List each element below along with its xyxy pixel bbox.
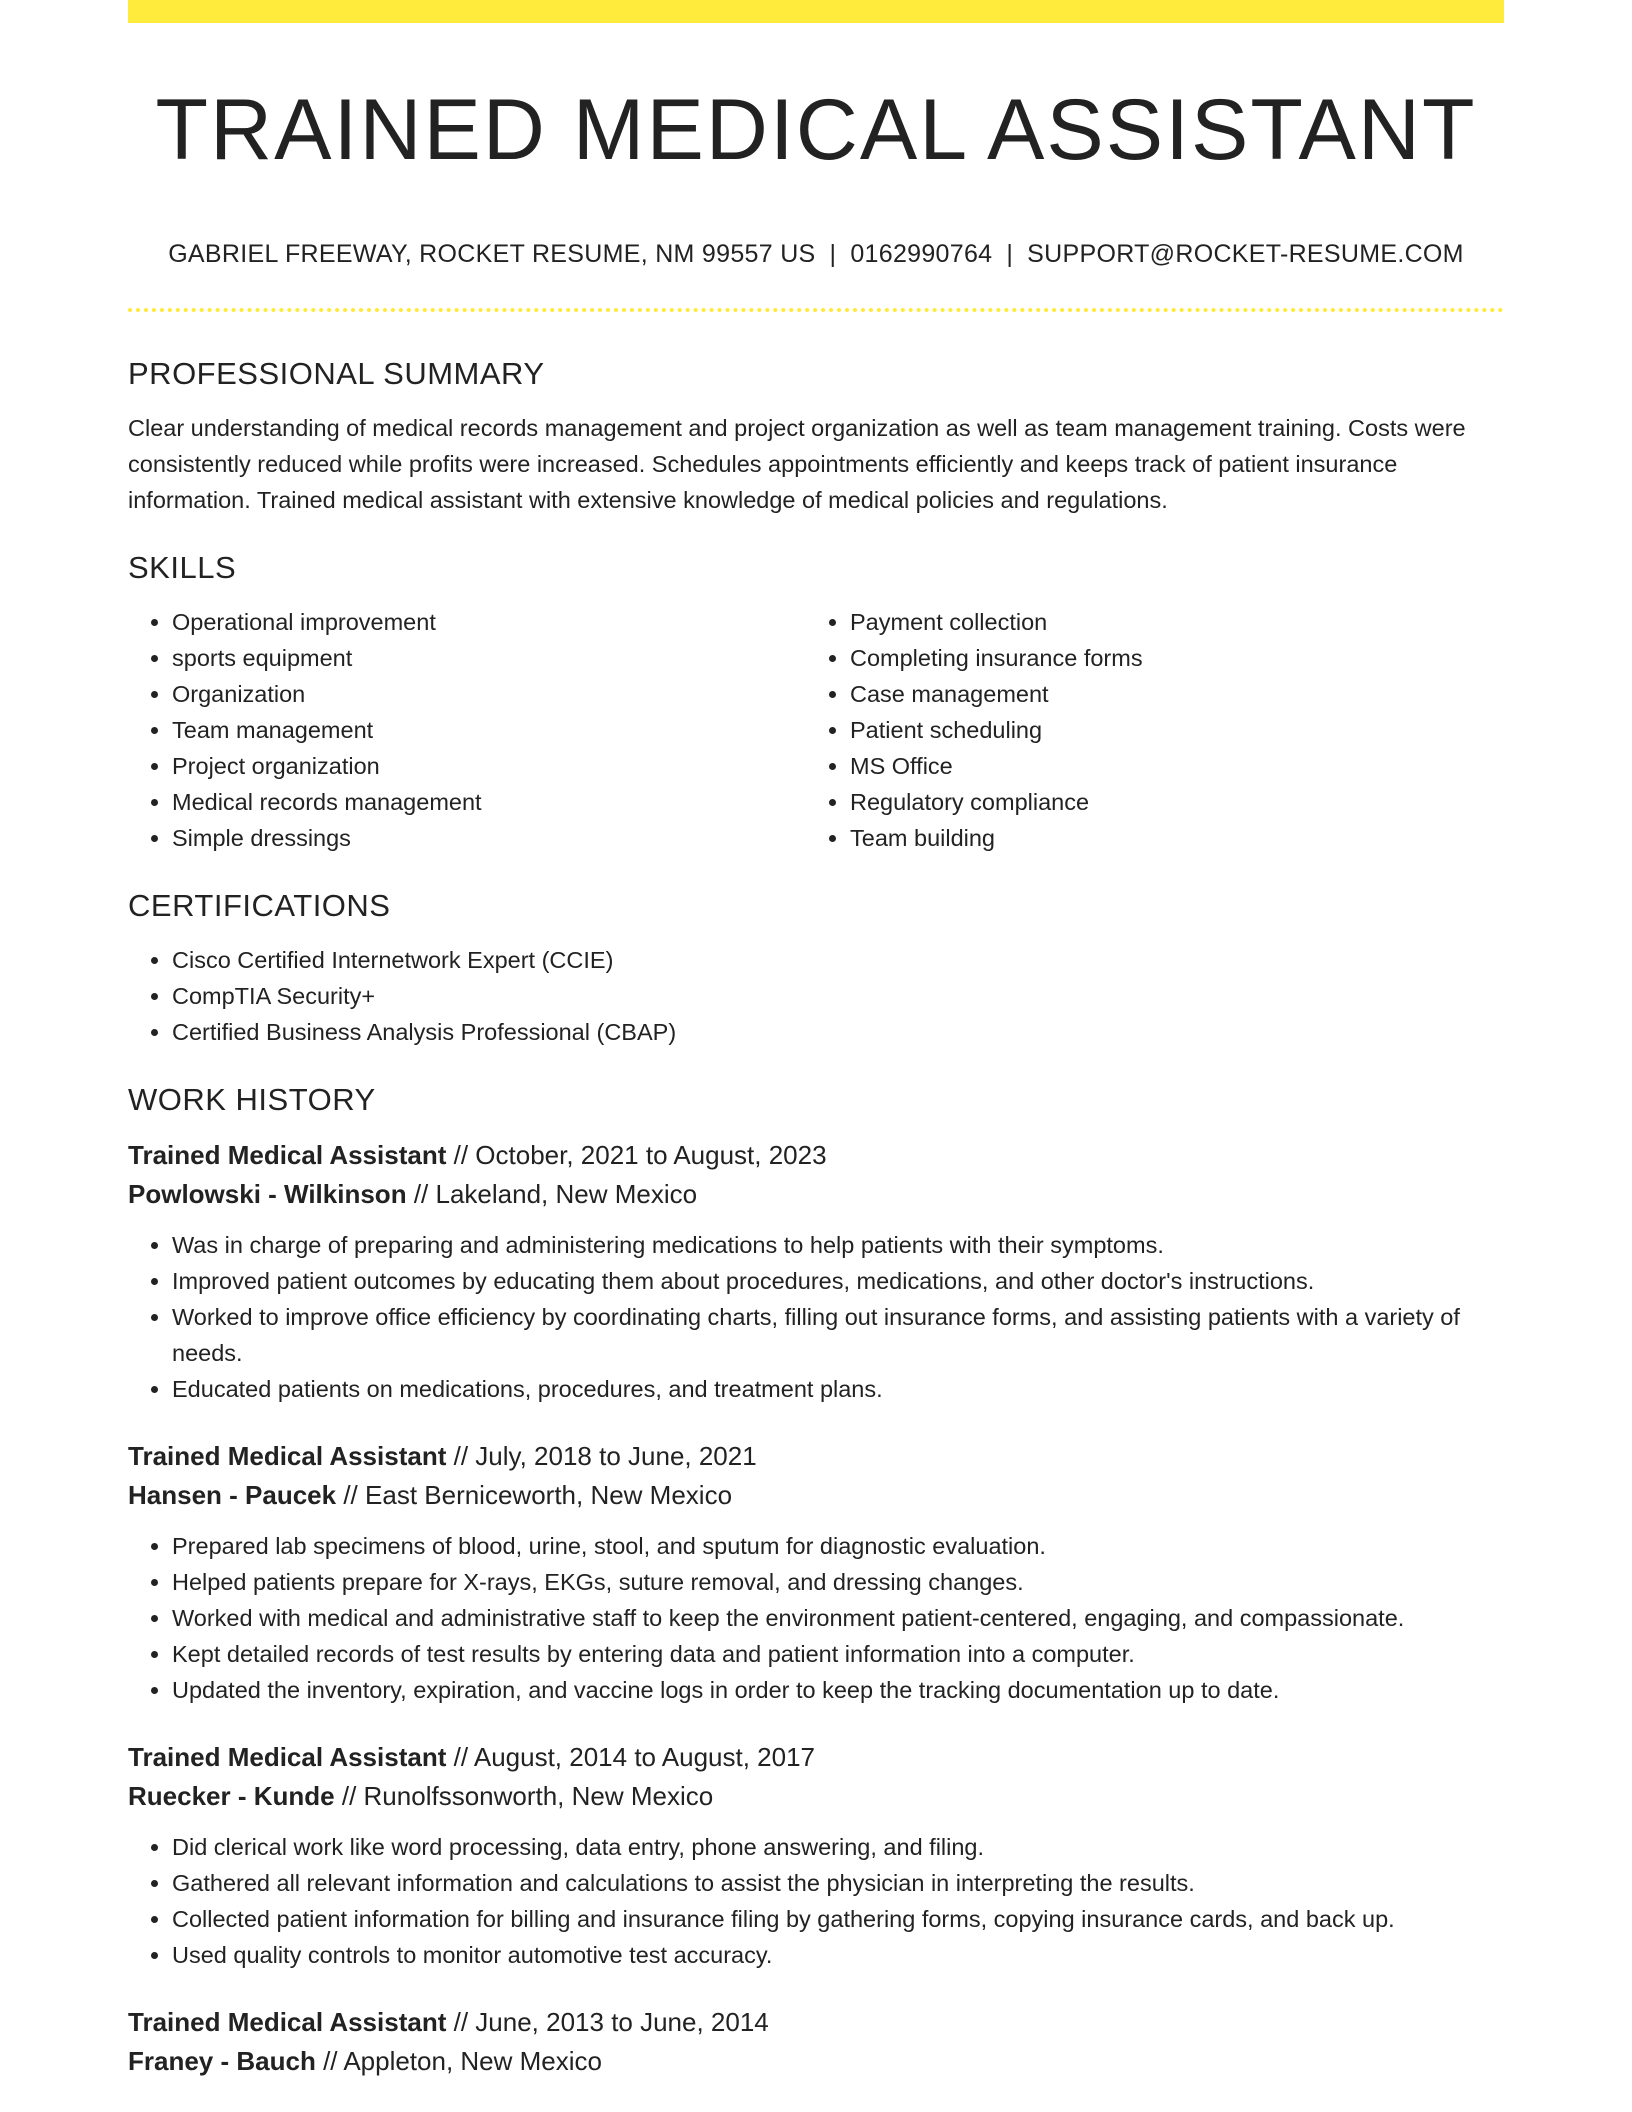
job-separator: // xyxy=(453,1140,469,1170)
job-company: Ruecker - Kunde xyxy=(128,1781,335,1811)
job-separator: // xyxy=(453,1742,469,1772)
job-company-line xyxy=(128,2042,1504,2081)
job-location: East Berniceworth, New Mexico xyxy=(365,1480,733,1510)
job-entry xyxy=(128,2003,1504,2081)
job-title-line xyxy=(128,1136,1504,1175)
certifications-section xyxy=(128,884,1504,1050)
job-title-line xyxy=(128,2003,1504,2042)
job-location: Appleton, New Mexico xyxy=(343,2046,602,2076)
contact-separator: | xyxy=(829,240,837,268)
dotted-divider xyxy=(128,308,1504,312)
job-title-line xyxy=(128,1738,1504,1777)
job-company-line xyxy=(128,1476,1504,1515)
job-bullet: • Kept detailed records of test results by entering data and patient information into a computer. xyxy=(172,1636,1504,1672)
skill-item: • Project organization xyxy=(172,748,806,784)
job-separator: // xyxy=(453,1441,469,1471)
skill-item: • Completing insurance forms xyxy=(850,640,1484,676)
job-bullet: • Prepared lab specimens of blood, urine, stool, and sputum for diagnostic evaluation. xyxy=(172,1528,1504,1564)
certification-item: • Certified Business Analysis Professional (CBAP) xyxy=(172,1014,1504,1050)
summary-text: Clear understanding of medical records management and project organization as well as team management training. Costs were consistently reduced while profits were increased. Schedules appointments efficiently and keeps track of patient insurance information. Trained medical assistant with extensive knowledge of medical policies and regulations. xyxy=(128,415,1466,513)
job-separator: // xyxy=(343,1480,358,1510)
contact-separator: | xyxy=(1006,240,1014,268)
job-separator: // xyxy=(453,2007,469,2037)
certification-item: • Cisco Certified Internetwork Expert (CCIE) xyxy=(172,942,1504,978)
job-title: Trained Medical Assistant xyxy=(128,2007,447,2037)
resume-title: TRAINED MEDICAL ASSISTANT xyxy=(155,82,1477,178)
job-bullet: • Improved patient outcomes by educating them about procedures, medications, and other doctor's instructions. xyxy=(172,1263,1504,1299)
work-history-section xyxy=(128,1078,1504,2081)
job-title-line xyxy=(128,1437,1504,1476)
job-separator: // xyxy=(323,2046,338,2076)
contact-email: SUPPORT@ROCKET-RESUME.COM xyxy=(1027,240,1464,268)
skill-item: • Team management xyxy=(172,712,806,748)
resume-content xyxy=(128,352,1504,2081)
job-title: Trained Medical Assistant xyxy=(128,1441,447,1471)
job-entry xyxy=(128,1738,1504,1973)
contact-line xyxy=(128,236,1504,272)
top-accent-bar xyxy=(128,0,1504,23)
job-company-line xyxy=(128,1175,1504,1214)
work-history-heading: WORK HISTORY xyxy=(128,1082,376,1117)
job-bullet: • Helped patients prepare for X-rays, EKGs, suture removal, and dressing changes. xyxy=(172,1564,1504,1600)
skills-column-left xyxy=(128,604,806,856)
job-dates: August, 2014 to August, 2017 xyxy=(473,1742,816,1772)
job-location: Lakeland, New Mexico xyxy=(435,1179,698,1209)
job-separator: // xyxy=(413,1179,429,1209)
job-entry xyxy=(128,1136,1504,1407)
job-company: Franey - Bauch xyxy=(128,2046,316,2076)
job-title: Trained Medical Assistant xyxy=(128,1742,447,1772)
job-company: Hansen - Paucek xyxy=(128,1480,337,1510)
skill-item: • Regulatory compliance xyxy=(850,784,1484,820)
job-bullet: • Worked to improve office efficiency by coordinating charts, filling out insurance forms, and assisting patients with a variety of needs. xyxy=(172,1299,1504,1371)
certification-item: • CompTIA Security+ xyxy=(172,978,1504,1014)
skills-column-right xyxy=(806,604,1484,856)
skill-item: • Operational improvement xyxy=(172,604,806,640)
skill-item: • Team building xyxy=(850,820,1484,856)
job-company: Powlowski - Wilkinson xyxy=(128,1179,407,1209)
job-entry xyxy=(128,1437,1504,1708)
skills-section xyxy=(128,546,1504,856)
job-company-line xyxy=(128,1777,1504,1816)
skill-item: • Payment collection xyxy=(850,604,1484,640)
job-dates: June, 2013 to June, 2014 xyxy=(475,2007,769,2037)
job-separator: // xyxy=(341,1781,357,1811)
skill-item: • Simple dressings xyxy=(172,820,806,856)
skills-heading: SKILLS xyxy=(128,550,237,585)
job-bullet: • Used quality controls to monitor automotive test accuracy. xyxy=(172,1937,1504,1973)
summary-section xyxy=(128,352,1504,518)
job-title: Trained Medical Assistant xyxy=(128,1140,447,1170)
skill-item: • Patient scheduling xyxy=(850,712,1484,748)
skills-grid xyxy=(128,604,1504,856)
contact-phone: 0162990764 xyxy=(850,240,993,268)
certifications-heading: CERTIFICATIONS xyxy=(128,888,391,923)
job-dates: July, 2018 to June, 2021 xyxy=(475,1441,757,1471)
job-bullet: • Worked with medical and administrative staff to keep the environment patient-centered, engaging, and compassionate. xyxy=(172,1600,1504,1636)
job-bullet: • Collected patient information for billing and insurance filing by gathering forms, copying insurance cards, and back up. xyxy=(172,1901,1504,1937)
job-bullet: • Educated patients on medications, procedures, and treatment plans. xyxy=(172,1371,1504,1407)
summary-heading: PROFESSIONAL SUMMARY xyxy=(128,356,545,391)
job-bullet: • Gathered all relevant information and calculations to assist the physician in interpreting the results. xyxy=(172,1865,1504,1901)
skill-item: • MS Office xyxy=(850,748,1484,784)
job-dates: October, 2021 to August, 2023 xyxy=(475,1140,827,1170)
job-bullet: • Updated the inventory, expiration, and vaccine logs in order to keep the tracking documentation up to date. xyxy=(172,1672,1504,1708)
skill-item: • Medical records management xyxy=(172,784,806,820)
skill-item: • sports equipment xyxy=(172,640,806,676)
job-bullet: • Was in charge of preparing and administering medications to help patients with their symptoms. xyxy=(172,1227,1504,1263)
contact-address: GABRIEL FREEWAY, ROCKET RESUME, NM 99557 US xyxy=(168,240,816,268)
job-location: Runolfssonworth, New Mexico xyxy=(363,1781,714,1811)
job-bullet: • Did clerical work like word processing, data entry, phone answering, and filing. xyxy=(172,1829,1504,1865)
skill-item: • Organization xyxy=(172,676,806,712)
skill-item: • Case management xyxy=(850,676,1484,712)
